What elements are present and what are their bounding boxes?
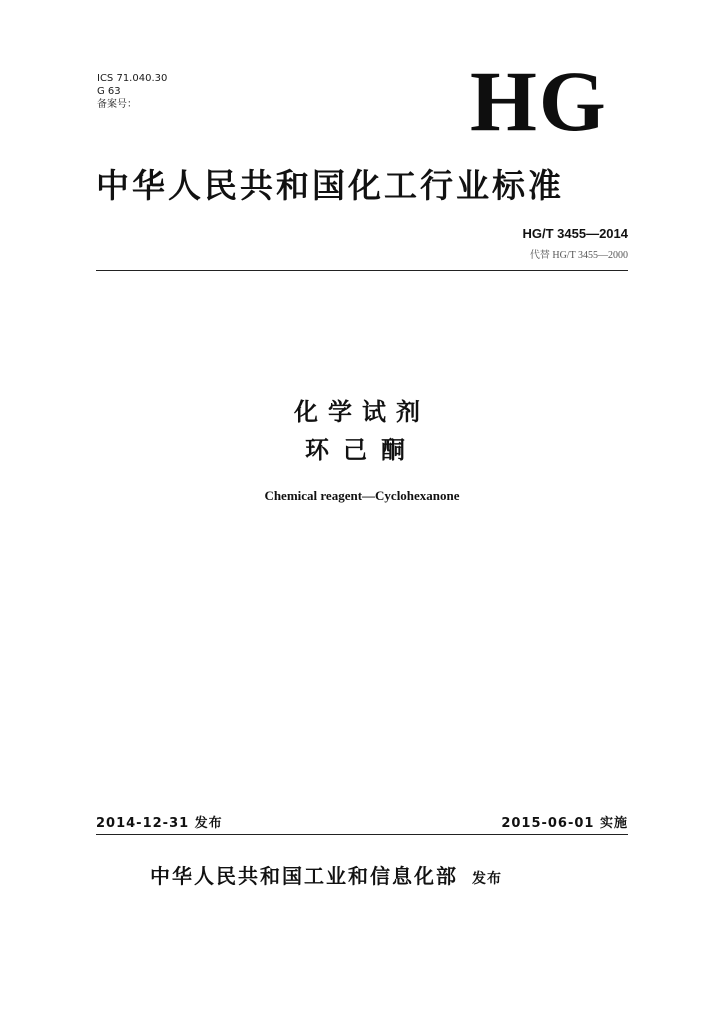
- top-divider: [96, 270, 628, 271]
- document-title-english: Chemical reagent—Cyclohexanone: [264, 488, 460, 503]
- publish-label: 发布: [472, 871, 502, 887]
- ics-code: ICS 71.040.30: [97, 73, 168, 84]
- classification-block: [97, 72, 167, 111]
- replaces-standard: 代替 HG/T 3455—2000: [529, 250, 628, 261]
- publisher-name: 中华人民共和国工业和信息化部: [150, 864, 458, 888]
- hg-logo: HG: [470, 53, 608, 149]
- industry-standard-title: 中华人民共和国化工行业标准: [96, 166, 564, 205]
- standard-number: HG/T 3455—2014: [522, 226, 628, 241]
- bottom-divider: [96, 834, 628, 835]
- implementation-date: 2015-06-01 实施: [501, 816, 628, 831]
- publisher-line: [150, 860, 502, 889]
- record-number-label: 备案号：: [97, 99, 137, 110]
- issue-date: 2014-12-31 发布: [96, 816, 223, 831]
- document-title-line2: 环己酮: [305, 436, 419, 464]
- document-title-line1: 化学试剂: [294, 398, 430, 426]
- category-code: G 63: [97, 86, 121, 97]
